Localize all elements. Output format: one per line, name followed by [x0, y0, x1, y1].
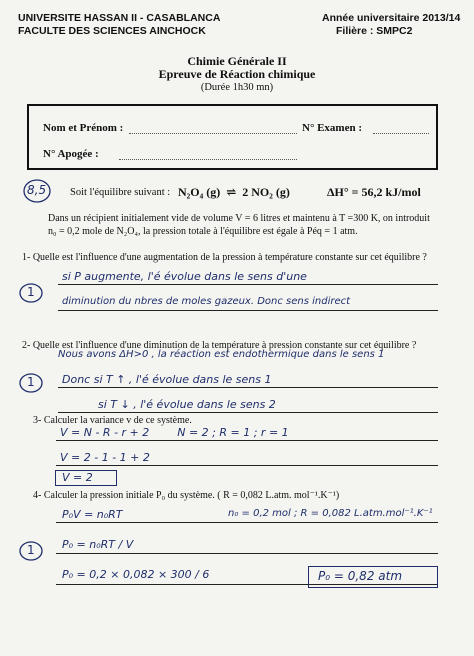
answer-line [56, 440, 438, 441]
equilibrium-intro: Soit l'équilibre suivant : [70, 187, 171, 198]
question-4: 4- Calculer la pression initiale P₀ du système. ( R = 0,082 L.atm. mol⁻¹.K⁻¹) [33, 490, 340, 501]
answer-2-line-3: si T ↓ , l'é évolue dans le sens 2 [98, 398, 276, 411]
answer-line [58, 284, 438, 285]
mark-4: 1 [27, 543, 35, 557]
mark-2: 1 [27, 375, 35, 389]
filiere: Filière : SMPC2 [336, 25, 413, 37]
academic-year: Année universitaire 2013/14 [322, 12, 461, 24]
answer-4-numeric: P₀ = 0,2 × 0,082 × 300 / 6 [62, 568, 210, 581]
answer-4-constants: n₀ = 0,2 mol ; R = 0,082 L.atm.mol⁻¹.K⁻¹ [228, 508, 433, 519]
faculty-name: FACULTE DES SCIENCES AINCHOCK [18, 25, 206, 37]
exam-title: Epreuve de Réaction chimique [158, 67, 316, 81]
answer-3-line-1: V = N - R - r + 2 N = 2 ; R = 1 ; r = 1 [60, 426, 289, 439]
name-field[interactable] [129, 133, 297, 134]
statement-line-2: n₀ = 0,2 mole de N₂O₄, la pression totale à l'équilibre est égale à Péq = 1 atm. [48, 226, 358, 237]
answer-2-line-1: Nous avons ΔH>0 , la réaction est endothermique dans le sens 1 [58, 349, 385, 360]
name-label: Nom et Prénom : [43, 122, 124, 134]
enthalpy: ΔH° = 56,2 kJ/mol [327, 185, 421, 199]
margin-score: 8,5 [27, 183, 47, 197]
answer-line [56, 522, 438, 523]
answer-line [56, 465, 438, 466]
identity-box [27, 104, 438, 170]
mark-1: 1 [27, 285, 35, 299]
statement-line-1: Dans un récipient initialement vide de volume V = 6 litres et maintenu à T =300 K, on introduit [48, 213, 430, 224]
exam-number-field[interactable] [373, 133, 429, 134]
university-name: UNIVERSITE HASSAN II - CASABLANCA [18, 12, 221, 24]
answer-line [58, 387, 438, 388]
answer-line [58, 412, 438, 413]
answer-4-expression: P₀ = n₀RT / V [62, 538, 134, 551]
exam-number-label: N° Examen : [302, 122, 363, 134]
apogee-label: N° Apogée : [43, 148, 99, 160]
question-3: 3- Calculer la variance v de ce système. [33, 415, 192, 426]
answer-4-formula: P₀V = n₀RT [62, 508, 123, 521]
question-1: 1- Quelle est l'influence d'une augmentation de la pression à température constante sur cet équilibre ? [22, 252, 427, 263]
apogee-field[interactable] [119, 159, 297, 160]
answer-line [58, 310, 438, 311]
answer-2-line-2: Donc si T ↑ , l'é évolue dans le sens 1 [62, 373, 272, 386]
exam-duration: (Durée 1h30 mn) [200, 82, 274, 93]
answer-1-line-1: si P augmente, l'é évolue dans le sens d'une [62, 270, 307, 283]
answer-3-result: V = 2 [62, 471, 93, 484]
course-title: Chimie Générale II [187, 54, 287, 68]
question-2: 2- Quelle est l'influence d'une diminution de la température à pression constante sur cet équilibre ? [22, 340, 417, 351]
answer-3-line-2: V = 2 - 1 - 1 + 2 [60, 451, 150, 464]
equilibrium-reaction: N₂O₄ (g) ⇌ 2 NO₂ (g) [178, 185, 290, 199]
answer-line [56, 553, 438, 554]
answer-1-line-2: diminution du nbres de moles gazeux. Donc sens indirect [62, 296, 351, 307]
answer-4-result: P₀ = 0,82 atm [318, 569, 403, 583]
